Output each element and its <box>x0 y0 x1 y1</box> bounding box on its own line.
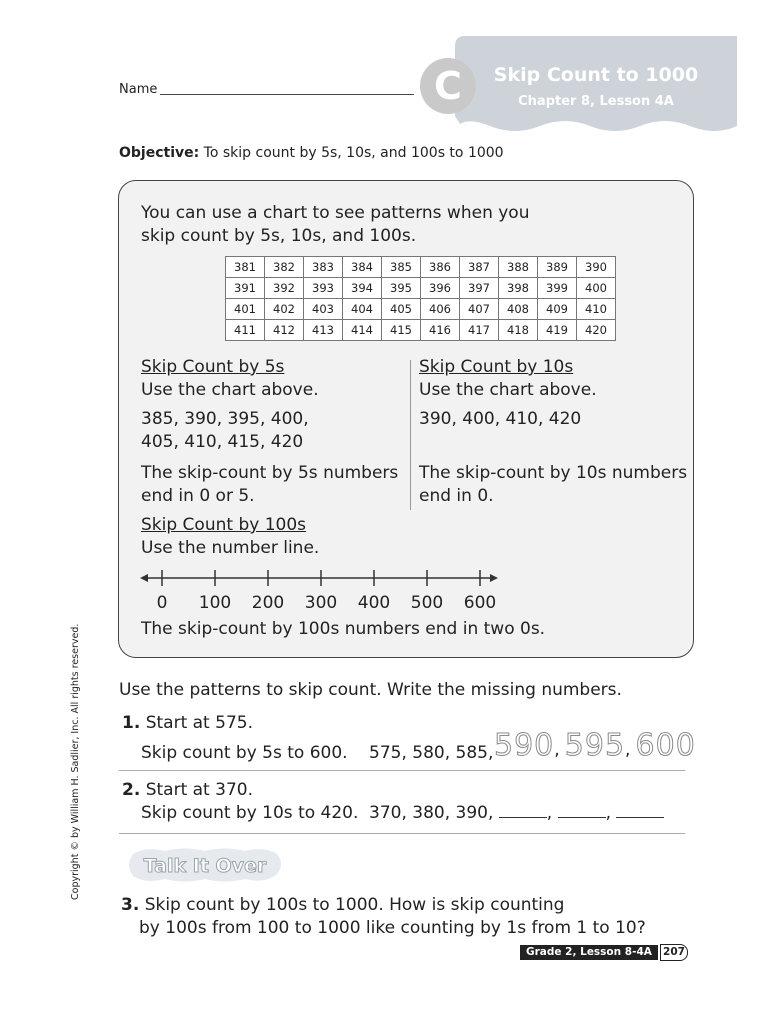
q3-line-1: Skip count by 100s to 1000. How is skip counting <box>144 895 565 915</box>
chart-cell: 419 <box>538 320 577 341</box>
skip5-heading: Skip Count by 5s <box>141 357 285 377</box>
chart-row <box>226 278 616 299</box>
chart-cell: 399 <box>538 278 577 299</box>
q1-answer-2[interactable]: 595 <box>564 728 626 763</box>
skip100-note: The skip-count by 100s numbers end in two 0s. <box>141 619 546 639</box>
number-line-label: 200 <box>251 593 285 613</box>
q3-line-2: by 100s from 100 to 1000 like counting by 1s from 1 to 10? <box>139 918 646 938</box>
chart-cell: 410 <box>577 299 616 320</box>
q2-divider <box>119 833 685 834</box>
chart-cell: 395 <box>382 278 421 299</box>
number-line-label: 600 <box>463 593 497 613</box>
chart-cell: 404 <box>343 299 382 320</box>
lesson-letter-badge: C <box>420 58 476 114</box>
q1-answer-1[interactable]: 590 <box>494 728 555 763</box>
number-line-label: 300 <box>304 593 338 613</box>
q2-line: 370, 380, 390, , , <box>369 802 664 825</box>
chart-cell: 381 <box>226 257 265 278</box>
intro-line-2: skip count by 5s, 10s, and 100s. <box>141 226 417 246</box>
question-1 <box>122 712 253 735</box>
q2-task: Skip count by 10s to 420. <box>141 803 359 823</box>
question-2 <box>122 779 253 802</box>
chart-cell: 388 <box>499 257 538 278</box>
chart-cell: 396 <box>421 278 460 299</box>
objective <box>119 145 504 161</box>
objective-label: Objective: <box>119 145 200 161</box>
q2-number: 2. <box>122 780 141 800</box>
skip5-note-line-1: The skip-count by 5s numbers <box>141 463 399 483</box>
skip5-seq-line-1: 385, 390, 395, 400, <box>141 409 309 429</box>
chart-cell: 409 <box>538 299 577 320</box>
skip5-seq-line-2: 405, 410, 415, 420 <box>141 432 304 452</box>
q1-divider <box>119 770 685 771</box>
number-line-left-arrow <box>140 574 148 582</box>
number-line <box>138 566 508 616</box>
chart-cell: 416 <box>421 320 460 341</box>
number-line-label: 100 <box>198 593 232 613</box>
chart-cell: 385 <box>382 257 421 278</box>
chart-cell: 390 <box>577 257 616 278</box>
question-3 <box>121 894 646 940</box>
page-subtitle: Chapter 8, Lesson 4A <box>518 94 674 109</box>
copyright-notice: Copyright © by William H. Sadlier, Inc. All rights reserved. <box>70 623 81 900</box>
chart-cell: 414 <box>343 320 382 341</box>
skip10-note-line-1: The skip-count by 10s numbers <box>419 463 688 483</box>
chart-cell: 382 <box>265 257 304 278</box>
skip10-instruction: Use the chart above. <box>419 380 597 400</box>
chart-cell: 405 <box>382 299 421 320</box>
q1-answers: 590, 595, 600 <box>494 728 696 763</box>
chart-cell: 411 <box>226 320 265 341</box>
q2-given: 370, 380, 390, <box>369 803 494 823</box>
skip10-note-line-2: end in 0. <box>419 486 494 506</box>
page-title: Skip Count to 1000 <box>493 64 699 86</box>
column-divider <box>410 360 411 510</box>
skip100-section <box>141 514 319 560</box>
chart-cell: 387 <box>460 257 499 278</box>
q1-task: Skip count by 5s to 600. <box>141 743 348 763</box>
talk-it-over-banner <box>125 846 285 884</box>
lesson-badge: Grade 2, Lesson 8-4A <box>520 945 658 960</box>
page-number: 207 <box>660 944 688 961</box>
skip10-heading: Skip Count by 10s <box>419 357 574 377</box>
name-label: Name <box>119 82 158 97</box>
intro-line-1: You can use a chart to see patterns when you <box>141 203 530 223</box>
skip5-section <box>141 356 319 402</box>
chart-cell: 383 <box>304 257 343 278</box>
chart-row <box>226 299 616 320</box>
q1-given: 575, 580, 585, <box>369 743 494 763</box>
chart-cell: 402 <box>265 299 304 320</box>
talk-it-over-label: Talk It Over <box>143 855 267 877</box>
name-line <box>160 94 414 95</box>
chart-cell: 408 <box>499 299 538 320</box>
chart-cell: 412 <box>265 320 304 341</box>
objective-text: To skip count by 5s, 10s, and 100s to 1000 <box>199 145 504 161</box>
chart-cell: 417 <box>460 320 499 341</box>
number-line-right-arrow <box>490 574 498 582</box>
skip100-instruction: Use the number line. <box>141 538 320 558</box>
q2-start: Start at 370. <box>145 780 253 800</box>
skip10-section <box>419 356 597 402</box>
skip5-note <box>141 462 398 508</box>
chart-cell: 407 <box>460 299 499 320</box>
number-line-label: 0 <box>156 593 168 613</box>
hundreds-chart <box>225 256 616 341</box>
number-line-label: 400 <box>357 593 391 613</box>
chart-row <box>226 257 616 278</box>
q3-number: 3. <box>121 895 140 915</box>
chart-cell: 401 <box>226 299 265 320</box>
chart-cell: 398 <box>499 278 538 299</box>
practice-directions: Use the patterns to skip count. Write the missing numbers. <box>119 680 622 700</box>
q1-answer-3[interactable]: 600 <box>635 728 696 763</box>
q1-start: Start at 575. <box>145 713 253 733</box>
chart-cell: 400 <box>577 278 616 299</box>
chart-cell: 406 <box>421 299 460 320</box>
chart-cell: 392 <box>265 278 304 299</box>
skip5-instruction: Use the chart above. <box>141 380 319 400</box>
chart-cell: 415 <box>382 320 421 341</box>
chart-cell: 413 <box>304 320 343 341</box>
skip5-sequence <box>141 408 309 454</box>
chart-cell: 418 <box>499 320 538 341</box>
chart-cell: 420 <box>577 320 616 341</box>
chart-cell: 384 <box>343 257 382 278</box>
skip10-sequence: 390, 400, 410, 420 <box>419 409 582 429</box>
chart-row <box>226 320 616 341</box>
skip5-note-line-2: end in 0 or 5. <box>141 486 255 506</box>
q2-blank-1[interactable] <box>499 803 547 818</box>
chart-cell: 394 <box>343 278 382 299</box>
chart-cell: 403 <box>304 299 343 320</box>
chart-cell: 393 <box>304 278 343 299</box>
chart-cell: 397 <box>460 278 499 299</box>
skip100-heading: Skip Count by 100s <box>141 515 307 535</box>
chart-cell: 386 <box>421 257 460 278</box>
skip10-note <box>419 462 687 508</box>
q2-blank-3[interactable] <box>616 803 664 818</box>
q1-number: 1. <box>122 713 141 733</box>
chart-cell: 391 <box>226 278 265 299</box>
q2-blank-2[interactable] <box>558 803 606 818</box>
intro-text <box>141 202 561 248</box>
chart-cell: 389 <box>538 257 577 278</box>
number-line-label: 500 <box>410 593 444 613</box>
